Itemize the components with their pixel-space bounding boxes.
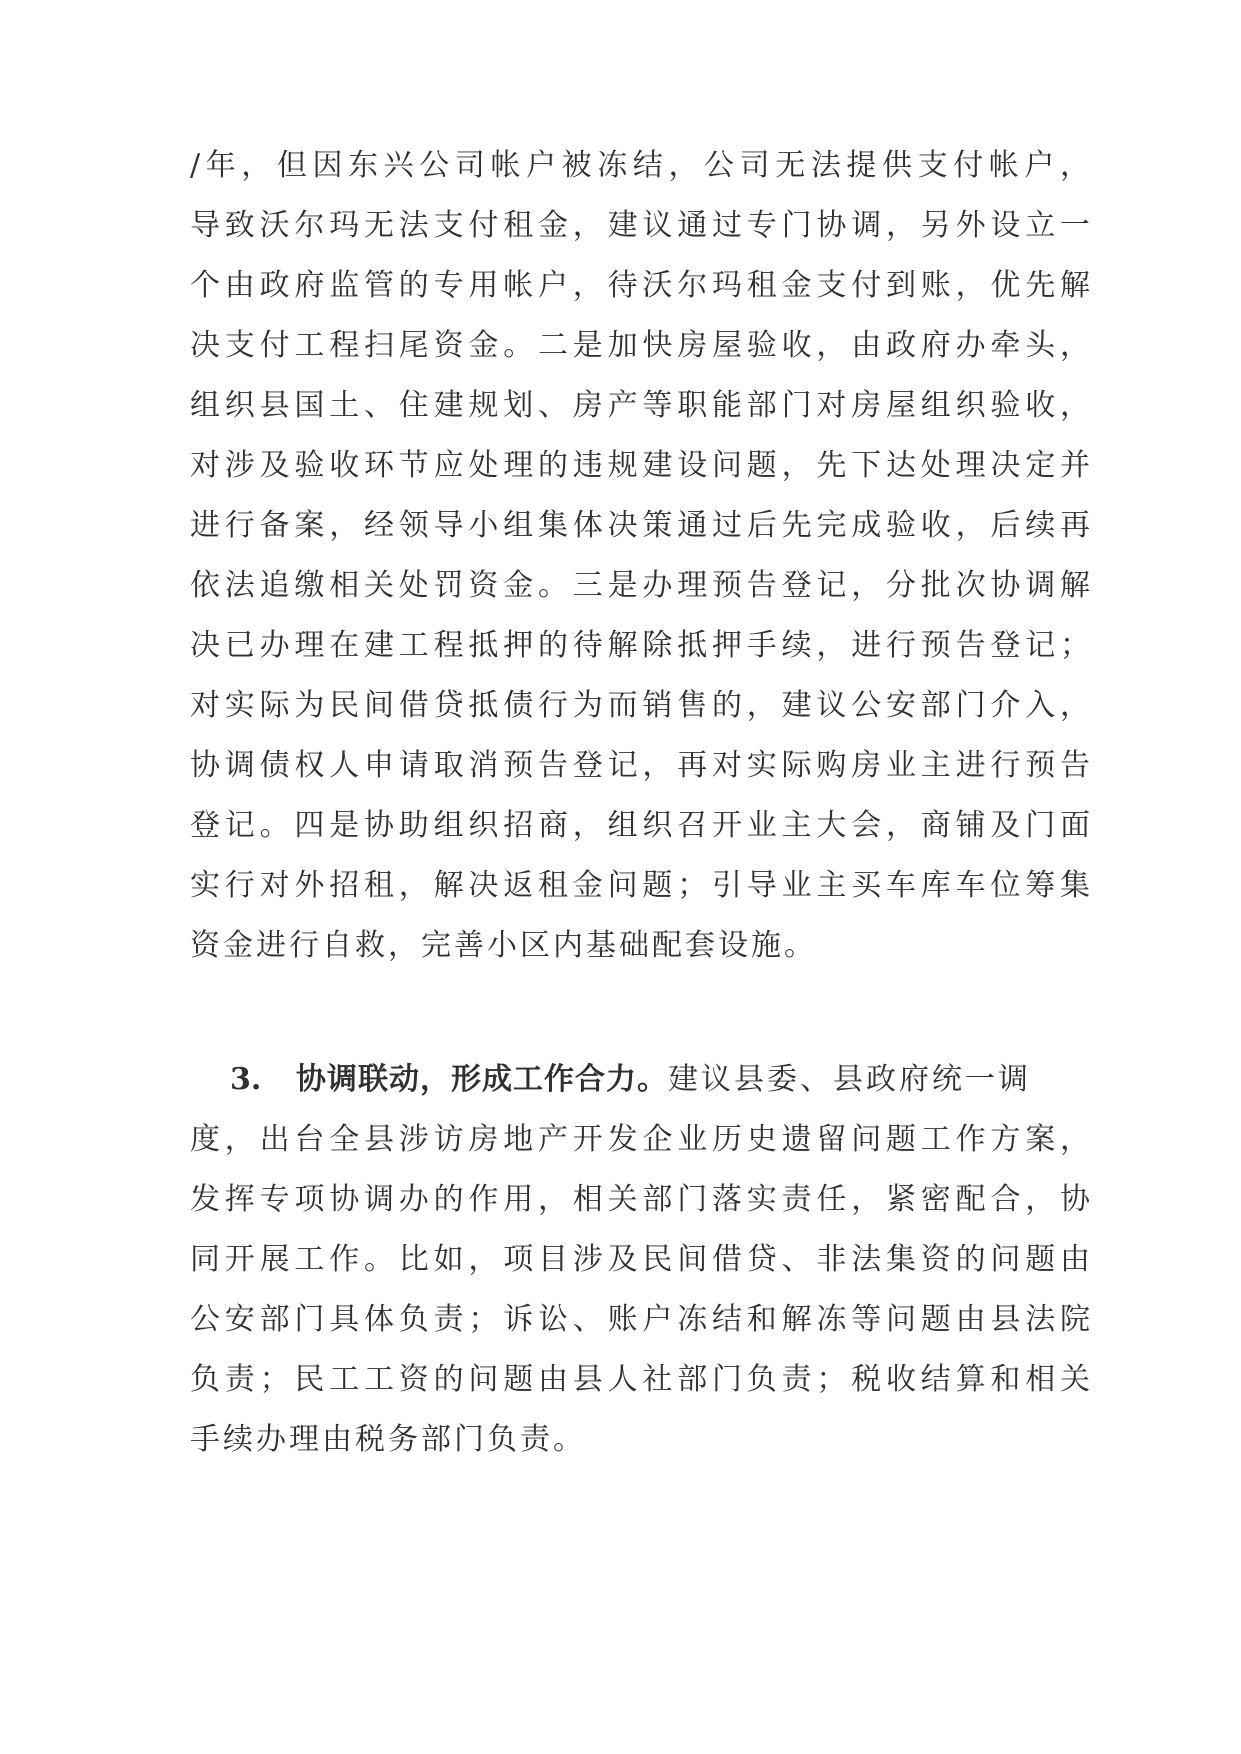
paragraph-line: /年，但因东兴公司帐户被冻结，公司无法提供支付帐户， <box>190 148 1090 183</box>
paragraph-line: 组织县国土、住建规划、房产等职能部门对房屋组织验收， <box>190 388 1090 423</box>
section-heading-text: 协调联动，形成工作合力。 <box>296 1062 668 1097</box>
paragraph-line: 导致沃尔玛无法支付租金，建议通过专门协调，另外设立一 <box>190 208 1090 243</box>
paragraph-line: 对涉及验收环节应处理的违规建设问题，先下达处理决定并 <box>190 448 1090 483</box>
section-3-first-line <box>0 1048 1241 1112</box>
paragraph-line-last: 资金进行自救，完善小区内基础配套设施。 <box>190 928 817 963</box>
section-3-line: 同开展工作。比如，项目涉及民间借贷、非法集资的问题由 <box>190 1242 1090 1277</box>
paragraph-line: 实行对外招租，解决返租金问题；引导业主买车库车位筹集 <box>190 868 1090 903</box>
paragraph-line: 决支付工程扫尾资金。二是加快房屋验收，由政府办牵头， <box>190 328 1090 363</box>
section-3-line: 负责；民工工资的问题由县人社部门负责；税收结算和相关 <box>190 1362 1090 1397</box>
paragraph-line: 登记。四是协助组织招商，组织召开业主大会，商铺及门面 <box>190 808 1090 843</box>
paragraph-line: 进行备案，经领导小组集体决策通过后先完成验收，后续再 <box>190 508 1090 543</box>
paragraph-line: 个由政府监管的专用帐户，待沃尔玛租金支付到账，优先解 <box>190 268 1090 303</box>
paragraph-line: 决已办理在建工程抵押的待解除抵押手续，进行预告登记； <box>190 628 1090 663</box>
paragraph-line: 依法追缴相关处罚资金。三是办理预告登记，分批次协调解 <box>190 568 1090 603</box>
section-heading <box>296 1048 1031 1112</box>
section-3-line: 度，出台全县涉访房地产开发企业历史遗留问题工作方案， <box>190 1122 1090 1157</box>
paragraph-line: 对实际为民间借贷抵债行为而销售的，建议公安部门介入， <box>190 688 1090 723</box>
section-heading-rest: 建议县委、县政府统一调 <box>668 1062 1031 1097</box>
section-3-line-last: 手续办理由税务部门负责。 <box>190 1422 586 1457</box>
paragraph-line: 协调债权人申请取消预告登记，再对实际购房业主进行预告 <box>190 748 1090 783</box>
section-3-line: 公安部门具体负责；诉讼、账户冻结和解冻等问题由县法院 <box>190 1302 1090 1337</box>
section-number: 3. <box>230 1062 262 1097</box>
section-3-line: 发挥专项协调办的作用，相关部门落实责任，紧密配合，协 <box>190 1182 1090 1217</box>
